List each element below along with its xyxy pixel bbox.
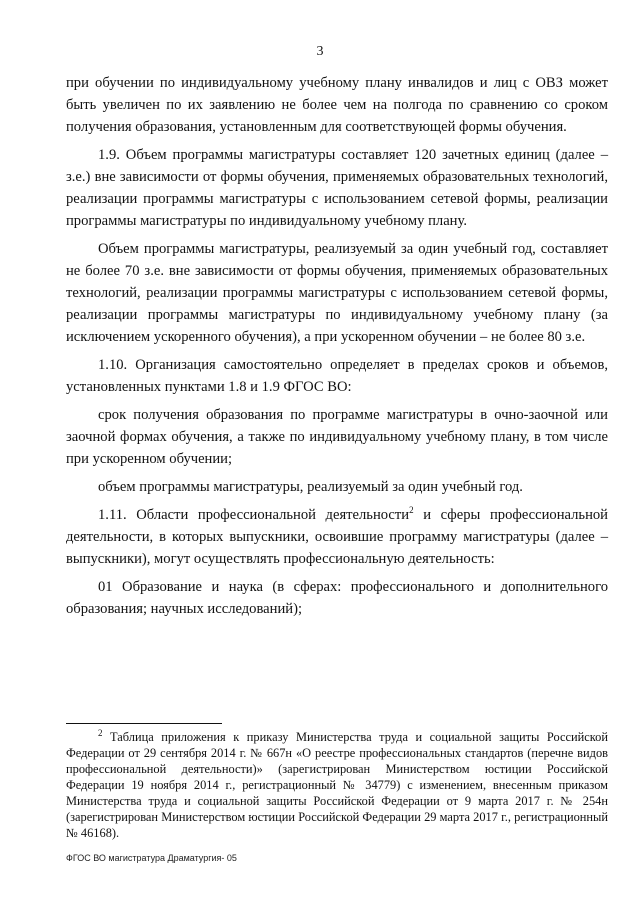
footnote-text: Таблица приложения к приказу Министерства труда и социальной защиты Российской Федерации от 29 сентября 2014 г. № 667н «О реестре профессиональных стандартов (перечне видов профессиональной деятельности)» (зарегистрирован Министерством юстиции Российской Федерации 19 ноября 2014 г., регистрационный № 34779) с изменением, внесенным приказом Министерства труда и социальной защиты Российской Федерации от 9 марта 2017 г. № 254н (зарегистрирован Министерством юстиции Российской Федерации 29 марта 2017 г., регистрационный № 46168). xyxy=(66,730,608,840)
paragraph-continuation: при обучении по индивидуальному учебному плану инвалидов и лиц с ОВЗ может быть увеличен по их заявлению не более чем на полгода по сравнению со сроком получения образования, установленным для соответствующей формы обучения. xyxy=(66,75,608,135)
paragraph-term: срок получения образования по программе магистратуры в очно-заочной или заочной формах обучения, а также по индивидуальному учебному плану, в том числе при ускоренном обучении; xyxy=(66,407,608,467)
paragraph-annual-volume: Объем программы магистратуры, реализуемый за один учебный год, составляет не более 70 з.е. вне зависимости от формы обучения, применяемых образовательных технологий, реализации программы магистратуры с использованием сетевой формы, реализации программы магистратуры по индивидуальному учебному плану (за исключением ускоренного обучения), а при ускоренном обучении – не более 80 з.е. xyxy=(66,241,608,345)
paragraph-education-science: 01 Образование и наука (в сферах: профессионального и дополнительного образования; научных исследований); xyxy=(66,579,608,617)
footnote-reference: 2 xyxy=(409,505,414,516)
page-number: 3 xyxy=(316,44,324,59)
paragraph-1-11-start: 1.11. Области профессиональной деятельности xyxy=(98,507,410,523)
footnote xyxy=(66,729,608,841)
paragraph-1-11-end: и сферы профессиональной деятельности, в которых выпускники, освоившие программу магистратуры (далее – выпускники), могут осуществлять профессиональную деятельность: xyxy=(66,507,608,567)
paragraph-1-10: 1.10. Организация самостоятельно определяет в пределах сроков и объемов, установленных пунктами 1.8 и 1.9 ФГОС ВО: xyxy=(66,357,608,395)
paragraph-volume: объем программы магистратуры, реализуемый за один учебный год. xyxy=(98,479,523,495)
body-text xyxy=(66,72,608,626)
paragraph-1-9: 1.9. Объем программы магистратуры составляет 120 зачетных единиц (далее – з.е.) вне зависимости от формы обучения, применяемых образовательных технологий, реализации программы магистратуры с использованием сетевой формы, реализации программы магистратуры по индивидуальному учебному плану. xyxy=(66,147,608,229)
footnote-divider xyxy=(66,723,222,724)
page-footer: ФГОС ВО магистратура Драматургия- 05 xyxy=(66,853,237,863)
footnote-marker: 2 xyxy=(98,727,103,738)
paragraph-1-11 xyxy=(66,504,608,570)
